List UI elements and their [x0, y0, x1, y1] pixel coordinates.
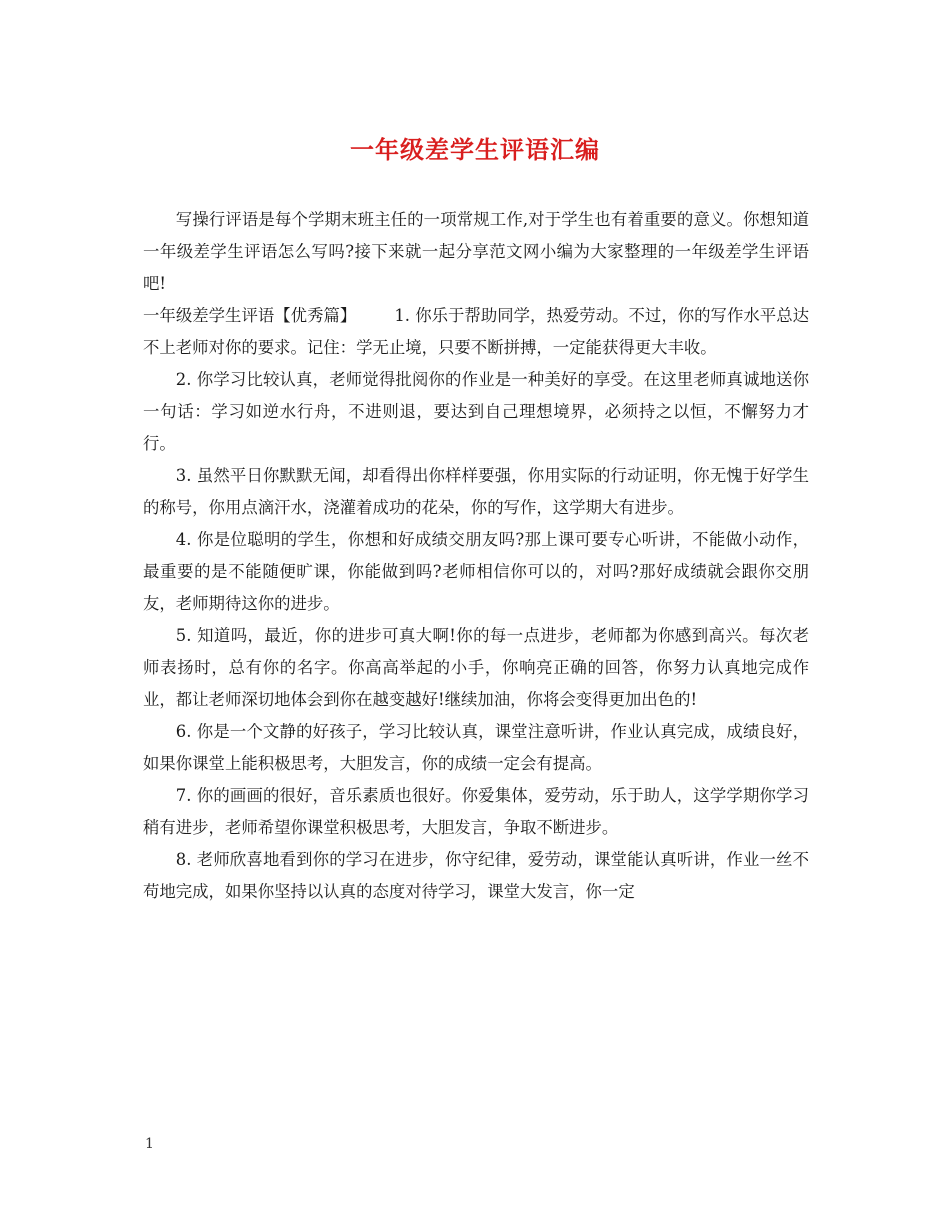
section-first-paragraph: [143, 300, 809, 364]
document-body: [143, 204, 809, 908]
comment-item-8: 8. 老师欣喜地看到你的学习在进步，你守纪律，爱劳动，课堂能认真听讲，作业一丝不苟地完成，如果你坚持以认真的态度对待学习，课堂大发言，你一定: [143, 850, 809, 901]
section-heading: 一年级差学生评语【优秀篇】: [143, 306, 357, 325]
document-title: 一年级差学生评语汇编: [350, 135, 600, 164]
comment-item-5: 5. 知道吗，最近，你的进步可真大啊!你的每一点进步，老师都为你感到高兴。每次老师表扬时，总有你的名字。你高高举起的小手，你响亮正确的回答，你努力认真地完成作业，都让老师深切地体会到你在越变越好!继续加油，你将会变得更加出色的!: [143, 626, 809, 709]
comment-item-4: 4. 你是位聪明的学生，你想和好成绩交朋友吗?那上课可要专心听讲，不能做小动作，最重要的是不能随便旷课，你能做到吗?老师相信你可以的，对吗?那好成绩就会跟你交朋友，老师期待这你的进步。: [143, 530, 809, 613]
comment-item-3: 3. 虽然平日你默默无闻，却看得出你样样要强，你用实际的行动证明，你无愧于好学生的称号，你用点滴汗水，浇灌着成功的花朵，你的写作，这学期大有进步。: [143, 466, 809, 517]
intro-paragraph: 写操行评语是每个学期末班主任的一项常规工作,对于学生也有着重要的意义。你想知道一年级差学生评语怎么写吗?接下来就一起分享范文网小编为大家整理的一年级差学生评语吧!: [143, 210, 809, 293]
comment-item-1: 1. 你乐于帮助同学，热爱劳动。不过，你的写作水平总达不上老师对你的要求。记住：学无止境，只要不断拼搏，一定能获得更大丰收。: [143, 306, 809, 357]
page-number: 1: [145, 1136, 154, 1152]
comment-item-7: 7. 你的画画的很好，音乐素质也很好。你爱集体，爱劳动，乐于助人，这学学期你学习稍有进步，老师希望你课堂积极思考，大胆发言，争取不断进步。: [143, 786, 809, 837]
comment-item-6: 6. 你是一个文静的好孩子，学习比较认真，课堂注意听讲，作业认真完成，成绩良好，如果你课堂上能积极思考，大胆发言，你的成绩一定会有提高。: [143, 722, 809, 773]
comment-item-2: 2. 你学习比较认真，老师觉得批阅你的作业是一种美好的享受。在这里老师真诚地送你一句话：学习如逆水行舟，不进则退，要达到自己理想境界，必须持之以恒，不懈努力才行。: [143, 370, 809, 453]
